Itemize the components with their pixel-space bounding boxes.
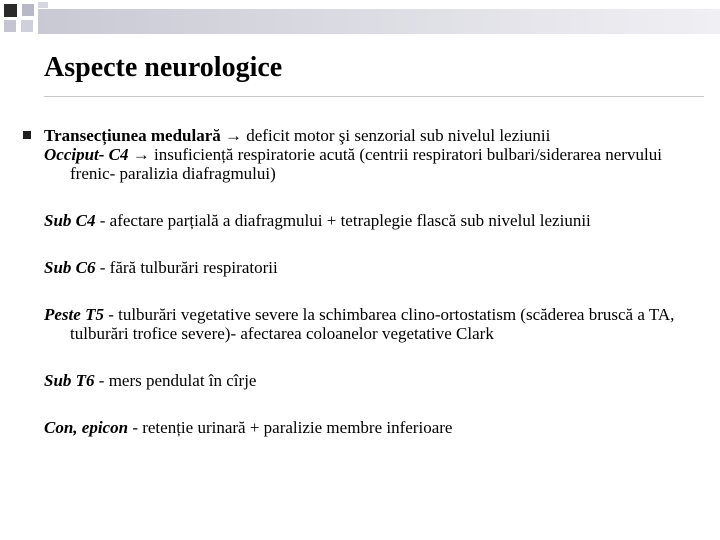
paragraph-text: → insuficiență respiratorie acută (centrii respiratori bulbari/siderarea nervului frenic- paralizia diafragmului)	[70, 145, 662, 183]
slide-body	[44, 126, 684, 437]
slide-title: Aspecte neurologice	[44, 52, 283, 83]
spacer	[44, 343, 684, 371]
paragraph-text: - afectare parțială a diafragmului + tetraplegie flască sub nivelul leziunii	[95, 211, 591, 230]
paragraph-sub-t6	[44, 371, 684, 390]
deco-square-light-4	[38, 2, 48, 8]
paragraph-sub-c6	[44, 258, 684, 277]
spacer	[44, 230, 684, 258]
spacer	[44, 390, 684, 418]
paragraph-text: - fără tulburări respiratorii	[95, 258, 278, 277]
paragraph-heading: Transecțiunea medulară	[44, 126, 221, 145]
header-band	[38, 9, 720, 34]
paragraph-text: - mers pendulat în cîrje	[94, 371, 257, 390]
square-bullet-icon	[23, 131, 31, 139]
deco-square-light-1	[22, 4, 34, 16]
title-divider	[44, 96, 704, 97]
paragraph-occiput-c4	[44, 145, 684, 183]
deco-square-light-3	[21, 20, 33, 32]
paragraph-label: Sub C4	[44, 211, 96, 230]
spacer	[44, 183, 684, 211]
paragraph-label: Sub T6	[44, 371, 95, 390]
paragraph-label: Peste T5	[44, 305, 104, 324]
paragraph-sub-c4	[44, 211, 684, 230]
paragraph-label: Occiput- C4	[44, 145, 129, 164]
decorative-header-graphic	[0, 0, 720, 50]
deco-square-light-2	[4, 20, 16, 32]
deco-square-dark	[4, 4, 17, 17]
paragraph-label: Sub C6	[44, 258, 96, 277]
paragraph-peste-t5	[44, 305, 684, 343]
paragraph-con-epicon	[44, 418, 684, 437]
paragraph-text: - tulburări vegetative severe la schimbarea clino-ortostatism (scăderea bruscă a TA, tulburări trofice severe)- afectarea coloanelor vegetative Clark	[70, 305, 675, 343]
paragraph-text: - retenție urinară + paralizie membre inferioare	[128, 418, 453, 437]
spacer	[44, 277, 684, 305]
paragraph-text: → deficit motor şi senzorial sub nivelul leziunii	[220, 126, 551, 145]
paragraph-transection	[44, 126, 684, 145]
paragraph-label: Con, epicon	[44, 418, 129, 437]
